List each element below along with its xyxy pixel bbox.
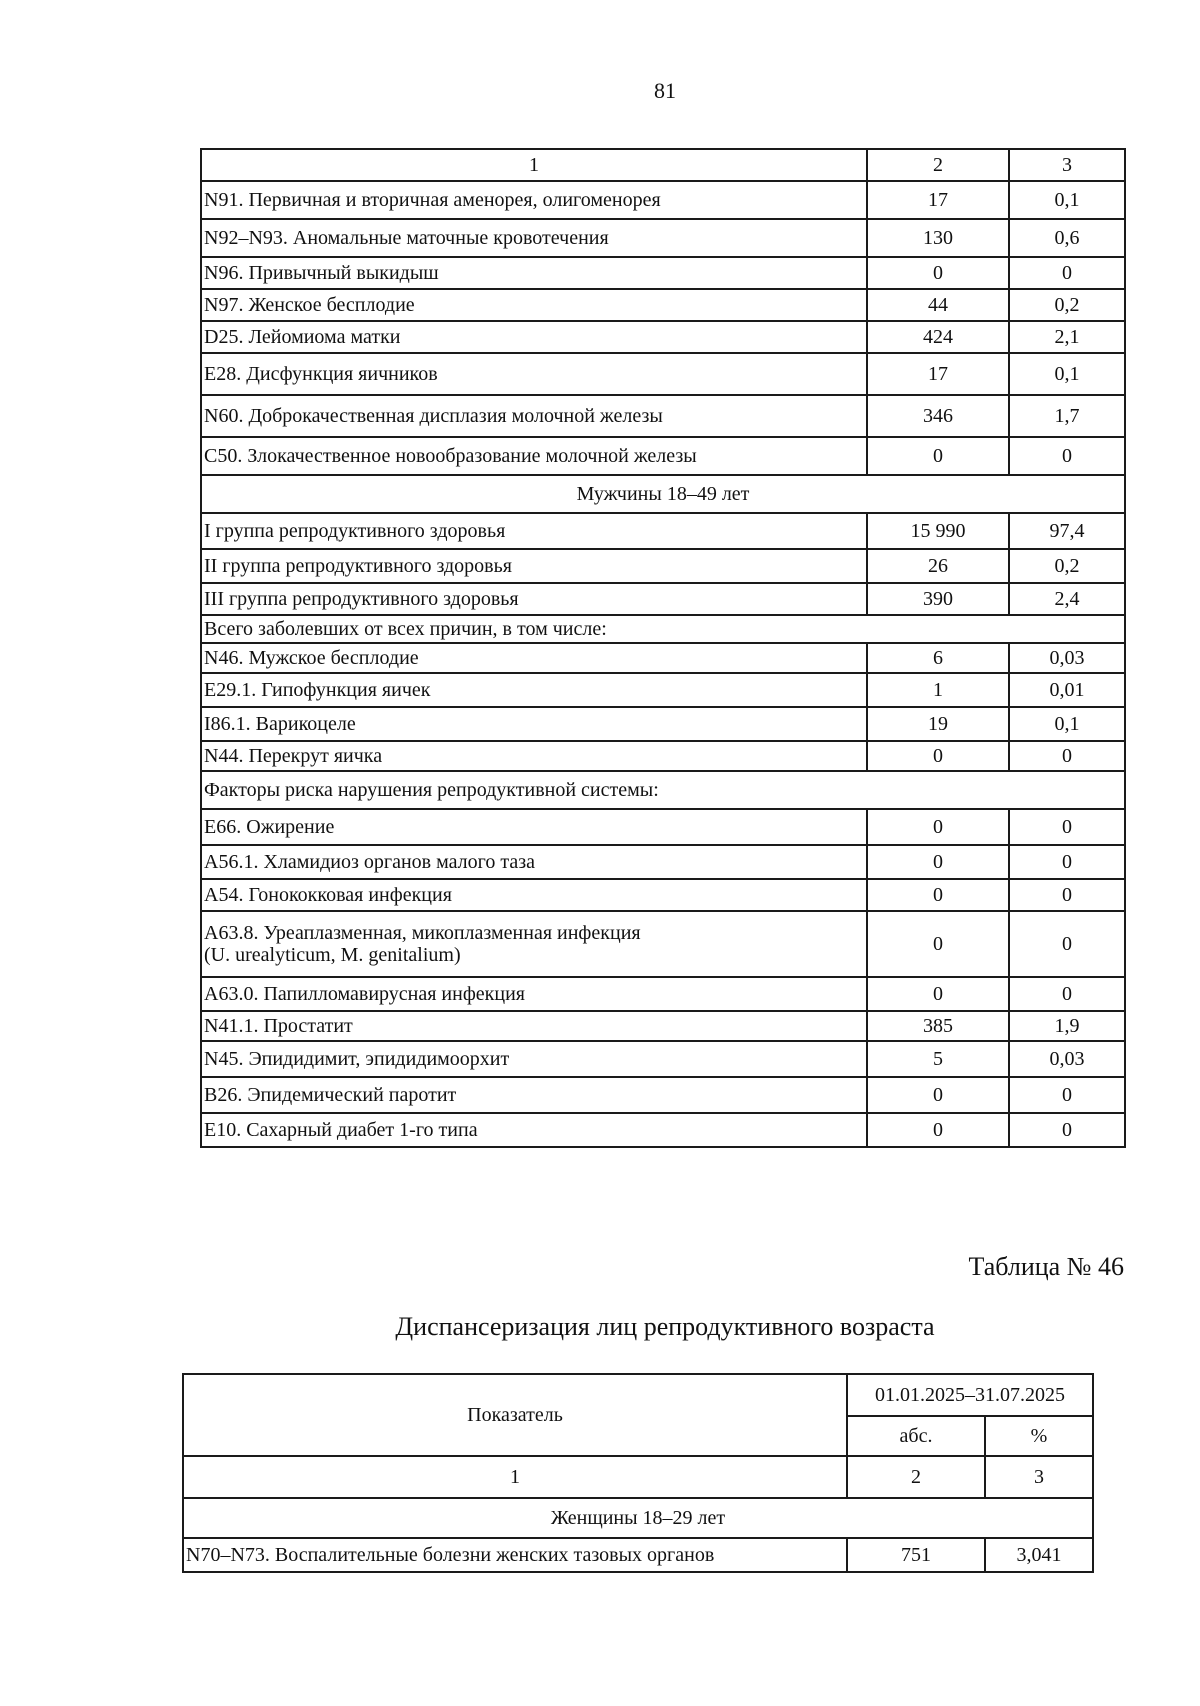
row-abs: 0 [867,879,1009,911]
row-pct: 0,1 [1009,181,1125,219]
row-label-text: C50. Злокачественное новообразование молочной железы [204,445,697,467]
table-row [201,1077,1125,1113]
table-row [201,583,1125,615]
row-abs: 385 [867,1011,1009,1041]
column-number: 2 [867,149,1009,181]
row-label [201,395,867,437]
row-pct: 0,6 [1009,219,1125,257]
table-row [201,219,1125,257]
row-label [201,1077,867,1113]
row-label-text: I86.1. Варикоцеле [204,713,356,735]
row-label: N70–N73. Воспалительные болезни женских тазовых органов [183,1538,847,1572]
row-label-text: E29.1. Гипофункция яичек [204,679,431,701]
table-row [201,673,1125,707]
row-abs: 0 [867,741,1009,771]
row-label-text: A56.1. Хламидиоз органов малого таза [204,851,536,873]
table-row [201,977,1125,1011]
row-label-text: N96. Привычный выкидыш [204,262,439,284]
screening-table-body [183,1374,1093,1572]
row-abs: 6 [867,643,1009,673]
row-label-text: A63.0. Папилломавирусная инфекция [204,983,525,1005]
row-label [201,513,867,549]
row-abs: 15 990 [867,513,1009,549]
row-label [201,741,867,771]
row-label-text: E10. Сахарный диабет 1-го типа [204,1119,478,1141]
row-label [201,673,867,707]
disease-table [200,148,1126,1148]
row-pct: 0,01 [1009,673,1125,707]
row-abs: 346 [867,395,1009,437]
row-abs: 424 [867,321,1009,353]
row-label [201,257,867,289]
row-pct: 0,2 [1009,289,1125,321]
header-pct: % [985,1416,1093,1456]
table-row [201,911,1125,977]
row-label-text: E28. Дисфункция яичников [204,363,438,385]
row-pct: 0,03 [1009,643,1125,673]
section-men: Мужчины 18–49 лет [201,475,1125,513]
row-label [201,353,867,395]
row-label [201,1113,867,1147]
table-row [201,1113,1125,1147]
row-pct: 0,2 [1009,549,1125,583]
row-abs: 751 [847,1538,985,1572]
row-label [201,181,867,219]
section-women: Женщины 18–29 лет [183,1498,1093,1538]
row-label [201,845,867,879]
page-number: 81 [654,78,676,103]
row-abs: 0 [867,845,1009,879]
table-row [201,513,1125,549]
table-row [201,643,1125,673]
row-pct: 0 [1009,879,1125,911]
row-abs: 1 [867,673,1009,707]
column-number: 1 [201,149,867,181]
row-label [201,879,867,911]
row-label [201,707,867,741]
row-label [201,643,867,673]
row-label-text: N92–N93. Аномальные маточные кровотечения [204,227,609,249]
row-abs: 0 [867,911,1009,977]
row-label [201,219,867,257]
row-pct: 2,4 [1009,583,1125,615]
table-row [201,549,1125,583]
row-pct: 0,1 [1009,707,1125,741]
row-pct: 3,041 [985,1538,1093,1572]
row-label-text: I группа репродуктивного здоровья [204,520,506,542]
table-row [201,395,1125,437]
row-pct: 2,1 [1009,321,1125,353]
column-number: 1 [183,1456,847,1498]
row-label-text: N91. Первичная и вторичная аменорея, олигоменорея [204,189,661,211]
row-pct: 0 [1009,741,1125,771]
subheading-row [201,615,1125,643]
row-abs: 0 [867,1077,1009,1113]
screening-header-row [183,1374,1093,1416]
row-abs: 0 [867,437,1009,475]
row-abs: 130 [867,219,1009,257]
row-pct: 0,1 [1009,353,1125,395]
row-label-text: E66. Ожирение [204,816,335,838]
header-period: 01.01.2025–31.07.2025 [847,1374,1093,1416]
table-row [201,845,1125,879]
table-row [201,707,1125,741]
row-label [201,289,867,321]
table-row [201,879,1125,911]
row-label-text-cont: (U. urealyticum, M. genitalium) [204,944,461,966]
table-row [201,353,1125,395]
row-abs: 0 [867,977,1009,1011]
row-pct: 0 [1009,977,1125,1011]
row-label-text: II группа репродуктивного здоровья [204,555,512,577]
row-label-text: A63.8. Уреаплазменная, микоплазменная инфекция [204,922,641,944]
column-number: 2 [847,1456,985,1498]
disease-table-body [201,149,1125,1147]
row-pct: 0 [1009,845,1125,879]
column-number: 3 [985,1456,1093,1498]
row-pct: 0,03 [1009,1041,1125,1077]
table-title: Диспансеризация лиц репродуктивного возраста [395,1312,935,1341]
all-diseases-label: Всего заболевших от всех причин, в том числе: [201,615,1125,643]
row-pct: 1,7 [1009,395,1125,437]
table-row [183,1538,1093,1572]
row-label [201,549,867,583]
row-abs: 390 [867,583,1009,615]
row-abs: 0 [867,1113,1009,1147]
row-label [201,977,867,1011]
table-row [201,1041,1125,1077]
row-pct: 0 [1009,1113,1125,1147]
column-number: 3 [1009,149,1125,181]
section-row [183,1498,1093,1538]
row-label-text: A54. Гонококковая инфекция [204,884,452,906]
row-label-text: III группа репродуктивного здоровья [204,588,519,610]
row-pct: 0 [1009,1077,1125,1113]
column-number-row [183,1456,1093,1498]
row-label-text: N41.1. Простатит [204,1015,353,1037]
row-label [201,1041,867,1077]
row-label [201,583,867,615]
row-abs: 0 [867,809,1009,845]
row-abs: 17 [867,181,1009,219]
row-pct: 0 [1009,911,1125,977]
row-label-text: N44. Перекрут яичка [204,745,383,767]
row-label [201,437,867,475]
column-number-row [201,149,1125,181]
table-caption: Таблица № 46 [968,1252,1124,1281]
table-row [201,1011,1125,1041]
row-pct: 0 [1009,437,1125,475]
row-label [201,321,867,353]
subheading-row [201,771,1125,809]
row-abs: 26 [867,549,1009,583]
row-pct: 97,4 [1009,513,1125,549]
row-label-text: B26. Эпидемический паротит [204,1084,457,1106]
row-abs: 19 [867,707,1009,741]
table-row [201,809,1125,845]
row-abs: 0 [867,257,1009,289]
row-label-text: N46. Мужское бесплодие [204,647,419,669]
row-abs: 17 [867,353,1009,395]
row-label [201,1011,867,1041]
row-label-text: D25. Лейомиома матки [204,326,401,348]
header-indicator: Показатель [183,1374,847,1456]
table-row [201,741,1125,771]
table-row [201,257,1125,289]
risk-factors-label: Факторы риска нарушения репродуктивной системы: [201,771,1125,809]
row-label-text: N97. Женское бесплодие [204,294,415,316]
row-label-text: N45. Эпидидимит, эпидидимоорхит [204,1048,510,1070]
row-pct: 0 [1009,257,1125,289]
table-row [201,321,1125,353]
row-label [201,809,867,845]
row-abs: 44 [867,289,1009,321]
row-label [201,911,867,977]
table-row [201,289,1125,321]
header-abs: абс. [847,1416,985,1456]
row-label-text: N60. Доброкачественная дисплазия молочной железы [204,405,663,427]
table-row [201,181,1125,219]
section-row [201,475,1125,513]
row-pct: 0 [1009,809,1125,845]
screening-table [182,1373,1094,1573]
table-row [201,437,1125,475]
row-abs: 5 [867,1041,1009,1077]
row-pct: 1,9 [1009,1011,1125,1041]
